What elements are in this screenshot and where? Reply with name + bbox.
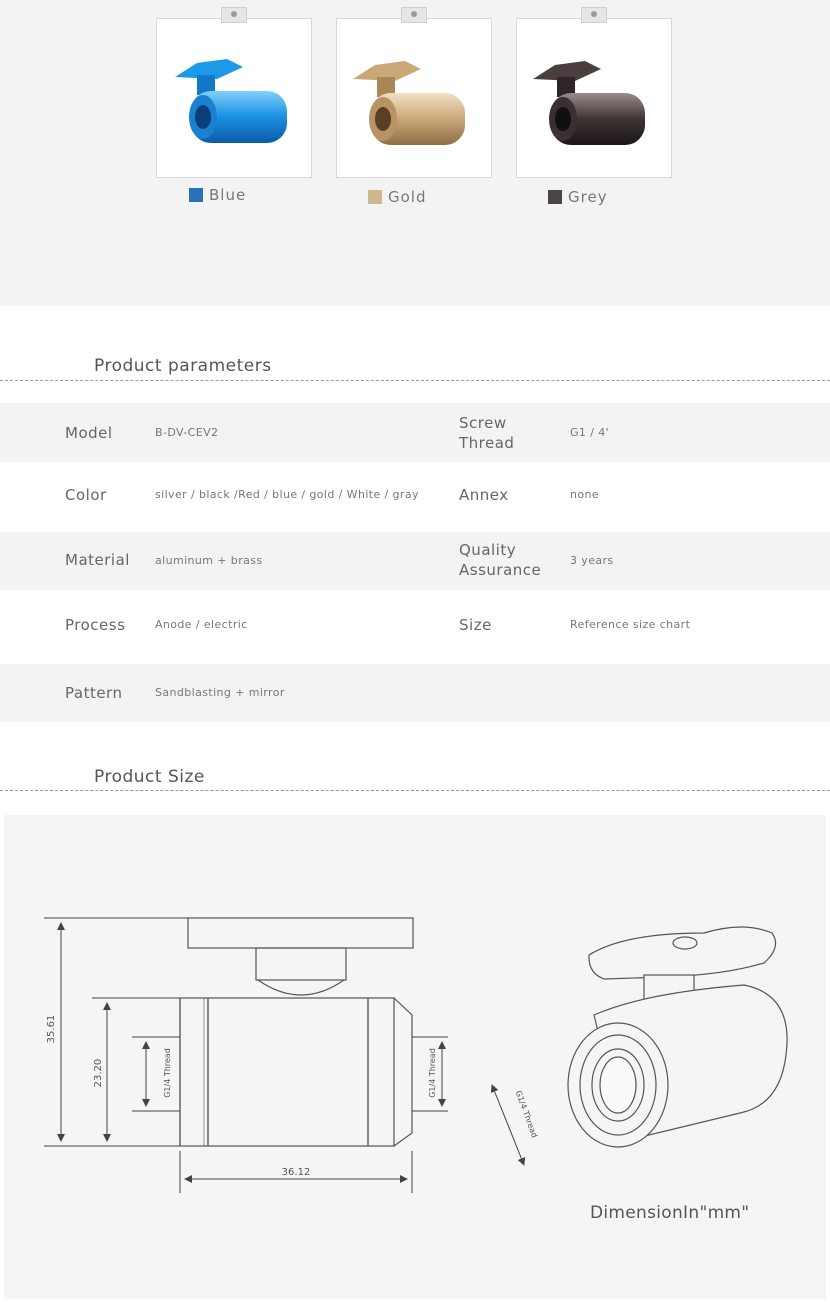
param-label: Process	[65, 616, 126, 634]
body-height-label: 23.20	[93, 1058, 104, 1088]
color-option-label: Gold	[388, 188, 427, 206]
divider	[0, 790, 830, 791]
param-value: Sandblasting + mirror	[155, 686, 285, 699]
swatch-card-gold[interactable]	[336, 18, 492, 178]
color-chip	[368, 190, 382, 204]
param-value: none	[570, 488, 600, 501]
color-variants-section	[0, 0, 830, 306]
dimension-drawing	[4, 815, 826, 1299]
divider	[0, 380, 830, 381]
dimension-labels	[46, 1015, 539, 1178]
height-label: 35.61	[46, 1014, 57, 1044]
swatch-card-blue[interactable]	[156, 18, 312, 178]
param-label: Pattern	[65, 684, 123, 702]
front-view-drawing	[180, 918, 413, 1146]
param-value: aluminum + brass	[155, 554, 263, 567]
param-value: B-DV-CEV2	[155, 426, 219, 439]
swatch-card-grey[interactable]	[516, 18, 672, 178]
param-label: Quality Assurance	[459, 541, 542, 579]
isometric-view-drawing	[568, 927, 787, 1147]
color-chip	[548, 190, 562, 204]
width-label: 36.12	[281, 1167, 311, 1178]
param-label: Annex	[459, 486, 509, 504]
param-row-pattern	[0, 664, 830, 722]
param-value: Anode / electric	[155, 618, 248, 631]
dimension-lines	[44, 918, 524, 1193]
section-title-parameters: Product parameters	[94, 356, 272, 376]
color-option-label: Grey	[568, 188, 608, 206]
param-label: Material	[65, 551, 130, 569]
param-row-color	[0, 466, 830, 528]
param-row-model	[0, 403, 830, 462]
color-chip	[189, 188, 203, 202]
param-value: Reference size chart	[570, 618, 691, 631]
valve-grey-icon	[517, 19, 673, 179]
thread-right-label: G1/4 Thread	[428, 1048, 437, 1098]
color-option-label: Blue	[209, 186, 247, 204]
param-value: 3 years	[570, 554, 614, 567]
param-label: Model	[65, 424, 113, 442]
param-label: Color	[65, 486, 107, 504]
section-title-size: Product Size	[94, 767, 205, 787]
color-option-blue[interactable]	[189, 186, 246, 204]
color-option-grey[interactable]	[548, 188, 608, 206]
param-label: Screw Thread	[459, 414, 515, 452]
valve-gold-icon	[337, 19, 493, 179]
size-diagram-panel	[4, 815, 826, 1299]
param-value: silver / black /Red / blue / gold / White / gray	[155, 488, 419, 501]
param-label: Size	[459, 616, 492, 634]
color-option-gold[interactable]	[368, 188, 427, 206]
param-row-material	[0, 532, 830, 590]
dimension-caption: DimensionIn"mm"	[590, 1203, 750, 1223]
thread-left-label: G1/4 Thread	[163, 1048, 172, 1098]
valve-blue-icon	[157, 19, 313, 179]
param-row-process	[0, 594, 830, 658]
param-value: G1 / 4'	[570, 426, 610, 439]
thread-iso-label: G1/4 Thread	[513, 1089, 540, 1139]
